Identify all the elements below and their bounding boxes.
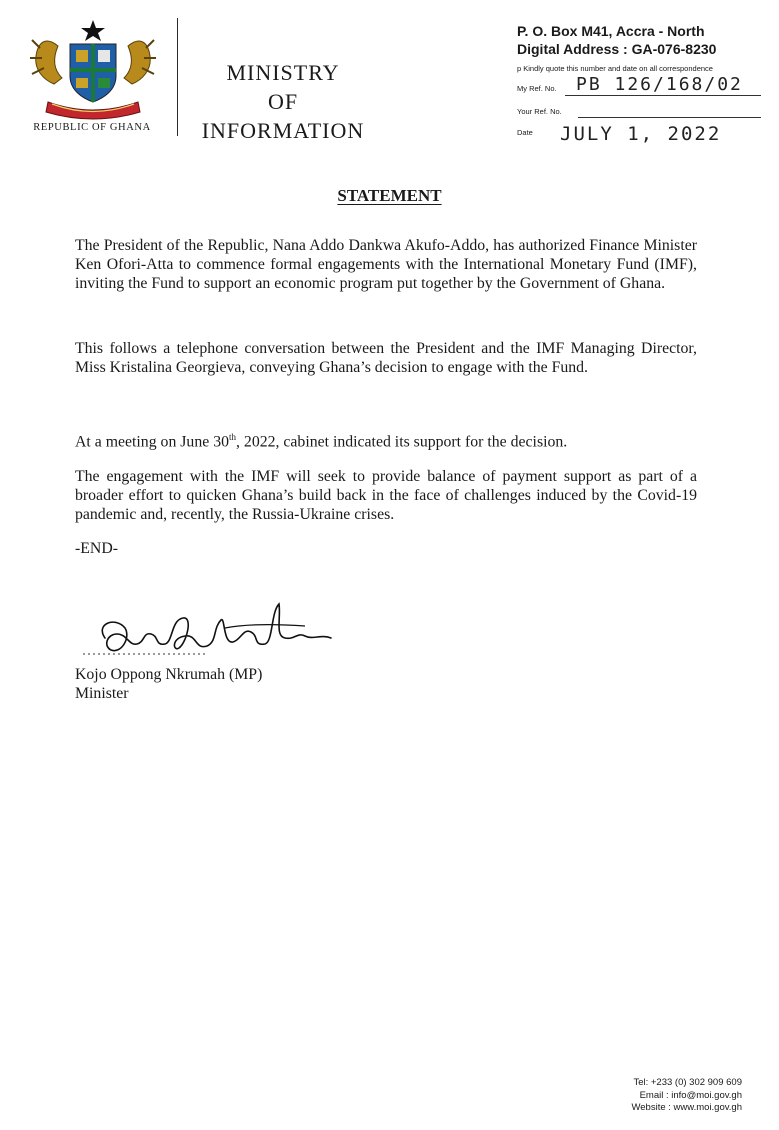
kindly-quote-note: p Kindly quote this number and date on all correspondence [517,64,713,73]
address-block [517,22,716,58]
address-po-box: P. O. Box M41, Accra - North [517,23,705,39]
end-marker: -END- [75,540,118,557]
footer-tel: Tel: +233 (0) 302 909 609 [633,1077,742,1088]
your-ref-label: Your Ref. No. [517,107,562,116]
meeting-text-before: At a meeting on June 30 [75,433,229,451]
paragraph-4: The engagement with the IMF will seek to provide balance of payment support as part of a broader effort to quicken Ghana’s build back in the face of challenges induced by the Covid-19 pandemic and, recently, the Russia-Ukraine crises. [75,468,697,523]
statement-title: STATEMENT [337,186,442,205]
meeting-text-after: , 2022, cabinet indicated its support for the decision. [236,433,568,451]
my-ref-label: My Ref. No. [517,84,557,93]
handwritten-signature [75,598,345,668]
contact-footer [560,1077,742,1115]
signatory-name: Kojo Oppong Nkrumah (MP) [75,666,263,683]
footer-email: Email : info@moi.gov.gh [639,1089,742,1101]
ministry-line-3: INFORMATION [201,118,365,143]
paragraph-3 [75,428,697,451]
signatory-role: Minister [75,685,129,702]
digital-address: Digital Address : GA-076-8230 [517,41,717,57]
ministry-line-1: MINISTRY [226,60,340,85]
footer-website: Website : www.moi.gov.gh [631,1102,742,1113]
header-divider [177,18,178,136]
paragraph-1: The President of the Republic, Nana Addo Dankwa Akufo-Addo, has authorized Finance Minister Ken Ofori-Atta to commence formal engagements with the International Monetary Fund (IMF), inviting the Fund to support an economic program put together by the Government of Ghana. [75,237,697,292]
my-ref-underline [565,95,761,96]
signatory-block [75,665,262,703]
date-label: Date [517,128,533,137]
republic-of-ghana-label: REPUBLIC OF GHANA [33,122,151,133]
my-ref-value: PB 126/168/02 [576,74,743,95]
meeting-ordinal: th [229,432,237,442]
date-value: JULY 1, 2022 [560,123,722,145]
ministry-name [188,58,378,145]
your-ref-underline [578,117,761,118]
paragraph-2: This follows a telephone conversation between the President and the IMF Managing Director, Miss Kristalina Georgieva, conveying Ghana’s decision to engage with the Fund. [75,340,697,376]
ministry-line-2: OF [267,89,299,114]
coat-of-arms-emblem [28,18,158,122]
